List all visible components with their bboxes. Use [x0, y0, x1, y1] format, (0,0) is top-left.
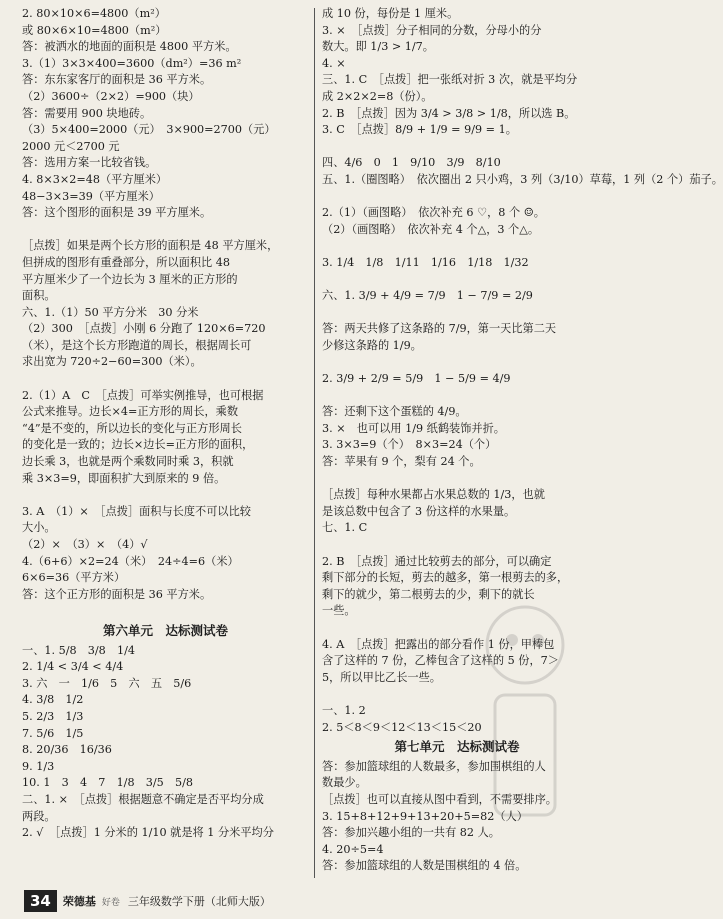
answer-line: 2.（1）（画图略） 依次补充 6 ♡，8 个 ☺。: [322, 206, 545, 220]
answer-line: 4. 20÷5=4: [322, 842, 384, 856]
answer-line: 4. 8×3×2=48（平方厘米）: [22, 172, 168, 186]
unit-heading: 第六单元 达标测试卷: [102, 622, 228, 638]
answer-line: 答：需要用 900 块地砖。: [22, 106, 152, 120]
answer-line: 六、1.（1）50 平方分米 30 分米: [22, 305, 199, 319]
answer-line: 2. 5＜8＜9＜12＜13＜15＜20: [322, 720, 482, 734]
answer-line: ［点拨］如果是两个长方形的面积是 48 平方厘米，: [22, 239, 279, 253]
spacer: [22, 371, 309, 388]
answer-line: 3. 1/4 1/8 1/11 1/16 1/18 1/32: [322, 255, 529, 269]
answer-line: 48−3×3=39（平方厘米）: [22, 189, 160, 203]
answer-line: 公式来推导。边长×4=正方形的周长，乘数: [22, 405, 239, 419]
answer-line: （2）× （3）× （4）√: [22, 538, 148, 551]
column-divider: [314, 8, 315, 878]
answer-line: 答：这个图形的面积是 39 平方厘米。: [22, 206, 212, 220]
answer-line: 的变化是一致的；边长×边长=正方形的面积，: [22, 438, 254, 452]
answer-line: 9. 1/3: [22, 759, 55, 773]
unit-heading: 第七单元 达标测试卷: [394, 739, 520, 755]
answer-line: ［点拨］也可以直接从图中看到，不需要排序。: [322, 792, 557, 806]
answer-line: （2）（画图略） 依次补充 4 个△，3 个△。: [322, 222, 540, 236]
answer-line: 答：被洒水的地面的面积是 4800 平方米。: [22, 40, 237, 54]
answer-line: 数最少。: [322, 776, 367, 790]
answer-line: 大小。: [22, 521, 56, 535]
answer-line: 7. 5/6 1/5: [22, 726, 84, 740]
book-title: 三年级数学下册（北师大版）: [127, 895, 271, 908]
answer-line: 2. 3/9 + 2/9 = 5/9 1 − 5/9 = 4/9: [322, 372, 511, 386]
answer-line: 数大。即 1/3 > 1/7。: [322, 40, 434, 54]
answer-line: 少修这条路的 1/9。: [322, 338, 422, 352]
answer-line: 两段。: [22, 809, 56, 823]
answer-line: 六、1. 3/9 + 4/9 = 7/9 1 − 7/9 = 2/9: [322, 289, 533, 303]
spacer: [22, 487, 309, 504]
spacer: [322, 189, 592, 206]
answer-line: 2. √ ［点拨］1 分米的 1/10 就是将 1 分米平均分: [22, 826, 274, 840]
answer-line: 面积。: [22, 289, 56, 303]
answer-line: （2）3600÷（2×2）=900（块）: [22, 89, 200, 103]
answer-line: 2000 元＜2700 元: [22, 139, 120, 153]
answer-line: 答：这个正方形的面积是 36 平方米。: [22, 587, 212, 601]
answer-line: 成 2×2×2=8（份）。: [322, 89, 433, 103]
answer-line: （3）5×400=2000（元） 3×900=2700（元）: [22, 123, 276, 137]
answer-line: 答：两天共修了这条路的 7/9，第一天比第二天: [322, 322, 557, 336]
answer-line: 答：苹果有 9 个，梨有 24 个。: [322, 455, 481, 469]
spacer: [322, 139, 592, 156]
spacer: [22, 222, 309, 239]
answer-line: 但拼成的图形有重叠部分，所以面积比 48: [22, 255, 230, 269]
answer-line: 2. 80×10×6=4800（m²）: [22, 7, 166, 20]
answer-line: 三、1. C ［点拨］把一张纸对折 3 次，就是平均分: [322, 73, 578, 87]
answer-line: 或 80×6×10=4800（m²）: [22, 23, 167, 37]
answer-line: 五、1.（圈图略） 依次圈出 2 只小鸡，3 列（3/10）草莓，1 列（2 个）茄子。: [322, 172, 723, 186]
mascot-watermark: [480, 600, 570, 830]
answer-line: 3. × ［点拨］分子相同的分数，分母小的分: [322, 23, 542, 37]
answer-line: 是该总数中包含了 3 份这样的水果量。: [322, 504, 516, 518]
answer-line: 答：参加篮球组的人数是围棋组的 4 倍。: [322, 859, 527, 873]
spacer: [22, 603, 309, 620]
brand-name: 荣德基: [62, 895, 96, 908]
page-number: 34: [24, 890, 57, 912]
answer-line: 3. 3×3=9（个） 8×3=24（个）: [322, 438, 497, 452]
answer-line: 5. 2/3 1/3: [22, 709, 84, 723]
answer-line: 含了这样的 7 份，乙棒包含了这样的 5 份，7＞: [322, 654, 559, 668]
answer-line: 剩下部分的长短，剪去的越多，第一根剪去的多，: [322, 571, 569, 585]
answer-line: 4.（6+6）×2=24（米） 24÷4=6（米）: [22, 554, 239, 568]
spacer: [322, 388, 592, 405]
answer-line: （米），是这个长方形跑道的周长，根据周长可: [22, 338, 252, 352]
answer-line: 求出宽为 720÷2−60=300（米）。: [22, 355, 202, 369]
answer-line: 6×6=36（平方米）: [22, 571, 126, 585]
left-column: [22, 6, 309, 842]
answer-line: 二、1. × ［点拨］根据题意不确定是否平均分成: [22, 792, 264, 806]
spacer: [322, 537, 592, 554]
answer-line: 8. 20/36 16/36: [22, 743, 112, 757]
answer-line: 4. A ［点拨］把露出的部分看作 1 份，甲棒包: [322, 637, 555, 651]
page-footer: [24, 890, 271, 912]
answer-line: 答：参加篮球组的人数最多，参加围棋组的人: [322, 759, 546, 773]
answer-line: 四、4/6 0 1 9/10 3/9 8/10: [322, 156, 501, 170]
answer-line: 3.（1）3×3×400=3600（dm²）=36 m²: [22, 56, 242, 70]
answer-line: 一、1. 2: [322, 703, 366, 717]
answer-line: 3. 六 一 1/6 5 六 五 5/6: [22, 676, 192, 690]
answer-line: “4”是不变的，所以边长的变化与正方形周长: [22, 421, 242, 435]
answer-line: 4. ×: [322, 56, 346, 70]
answer-line: 乘 3×3=9，即面积扩大到原来的 9 倍。: [22, 471, 226, 485]
spacer: [322, 354, 592, 371]
answer-line: 2. B ［点拨］通过比较剪去的部分，可以确定: [322, 554, 552, 568]
answer-line: 答：选用方案一比较省钱。: [22, 156, 157, 170]
answer-line: 2. 1/4 < 3/4 < 4/4: [22, 660, 124, 674]
answer-line: 剩下的就少，第二根剪去的少，剩下的就长: [322, 587, 535, 601]
answer-line: 成 10 份，每份是 1 厘米。: [322, 7, 459, 20]
spacer: [322, 305, 592, 322]
answer-line: 2.（1）A C ［点拨］可举实例推导，也可根据: [22, 388, 264, 402]
answer-line: 答：东东家客厅的面积是 36 平方米。: [22, 73, 212, 87]
answer-line: 答：还剩下这个蛋糕的 4/9。: [322, 405, 467, 419]
spacer: [322, 238, 592, 255]
answer-line: 一、1. 5/8 3/8 1/4: [22, 643, 135, 657]
answer-line: 一些。: [322, 604, 356, 618]
answer-line: 10. 1 3 4 7 1/8 3/5 5/8: [22, 776, 193, 790]
answer-line: 答：参加兴趣小组的一共有 82 人。: [322, 826, 500, 840]
spacer: [322, 272, 592, 289]
answer-line: 2. B ［点拨］因为 3/4 > 3/8 > 1/8，所以选 B。: [322, 106, 576, 120]
answer-line: 3. C ［点拨］8/9 + 1/9 = 9/9 = 1。: [322, 123, 517, 137]
answer-line: 平方厘米少了一个边长为 3 厘米的正方形的: [22, 272, 238, 286]
answer-line: 4. 3/8 1/2: [22, 693, 84, 707]
answer-line: （2）300 ［点拨］小刚 6 分跑了 120×6=720: [22, 322, 266, 336]
spacer: [322, 471, 592, 488]
brand-sub: 好卷: [101, 897, 120, 908]
answer-line: 3. 15+8+12+9+13+20+5=82（人）: [322, 809, 528, 823]
answer-line: ［点拨］每种水果都占水果总数的 1/3，也就: [322, 488, 545, 502]
answer-line: 3. A （1）× ［点拨］面积与长度不可以比较: [22, 504, 251, 518]
answer-line: 边长乘 3，也就是两个乘数同时乘 3，积就: [22, 455, 234, 469]
answer-line: 七、1. C: [322, 521, 368, 535]
answer-line: 3. × 也可以用 1/9 纸鹤装饰并折。: [322, 421, 505, 435]
answer-line: 5，所以甲比乙长一些。: [322, 670, 441, 684]
